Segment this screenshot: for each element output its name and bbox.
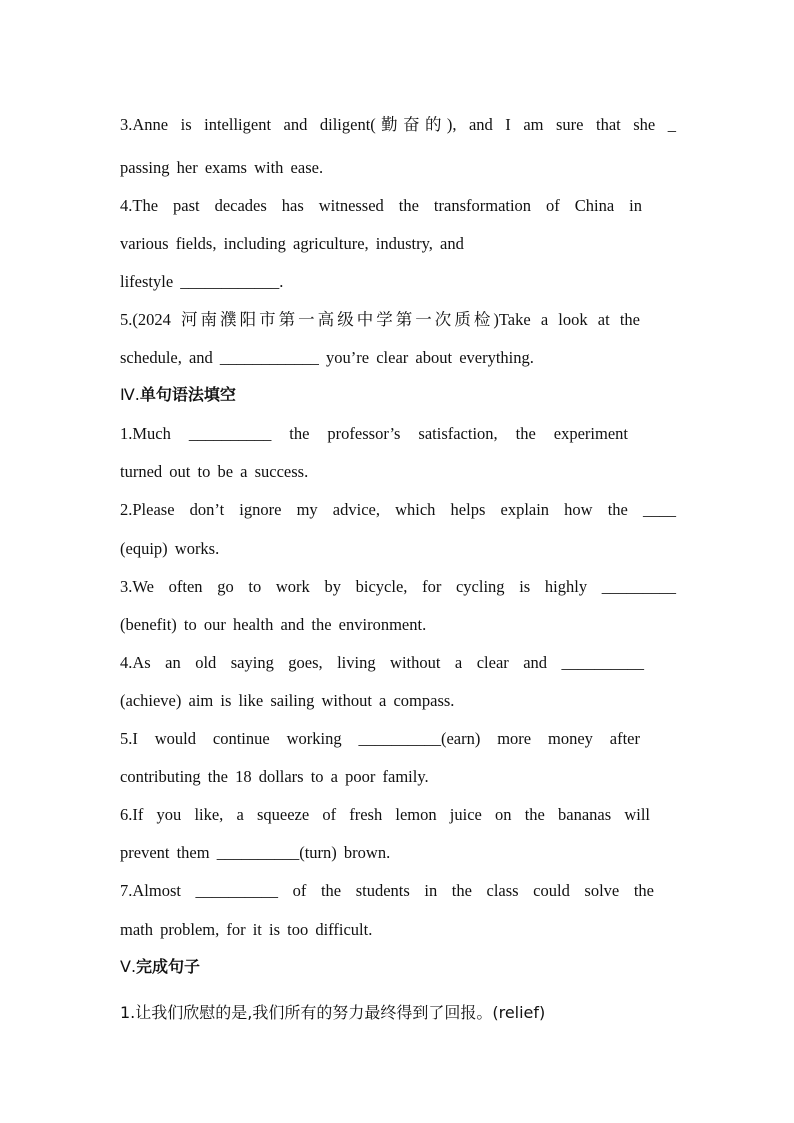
s4-item7-line1: 7.Almost __________ of the students in the class could solve the: [120, 881, 654, 900]
s4-item2-line1: 2.Please don’t ignore my advice, which helps explain how the ____: [120, 500, 676, 519]
s4-item6-line2: prevent them __________(turn) brown.: [120, 843, 391, 862]
s4-item4-line2: (achieve) aim is like sailing without a compass.: [120, 691, 455, 710]
s3-item3-line1: 3.Anne is intelligent and diligent(勤奋的), and I am sure that she _: [120, 115, 676, 134]
s4-item5-line2: contributing the 18 dollars to a poor family.: [120, 767, 429, 786]
s4-item3-line2: (benefit) to our health and the environment.: [120, 615, 427, 634]
s4-item3-line1: 3.We often go to work by bicycle, for cycling is highly _________: [120, 577, 676, 596]
section5-heading: [120, 956, 676, 978]
section5-heading-num: Ⅴ.: [120, 957, 137, 976]
s4-item5-line1: 5.I would continue working __________(earn) more money after: [120, 729, 640, 748]
s3-item5-line1: 5.(2024 河南濮阳市第一高级中学第一次质检)Take a look at the: [120, 310, 640, 329]
s3-item3-line2: passing her exams with ease.: [120, 158, 324, 177]
section5-heading-text: 完成句子: [136, 957, 201, 976]
s3-item4-line2: various fields, including agriculture, industry, and: [120, 234, 464, 253]
s5-item1-line1: 1.让我们欣慰的是,我们所有的努力最终得到了回报。(relief): [120, 1003, 546, 1022]
s4-item7-line2: math problem, for it is too difficult.: [120, 920, 373, 939]
s4-item1-line1: 1.Much __________ the professor’s satisfaction, the experiment: [120, 424, 628, 443]
section4-heading-text: 单句语法填空: [139, 385, 236, 404]
s3-item4-line3: lifestyle ____________.: [120, 272, 284, 291]
s3-item4-line1: 4.The past decades has witnessed the transformation of China in: [120, 196, 642, 215]
section4-heading-num: Ⅳ.: [120, 385, 140, 404]
s4-item2-line2: (equip) works.: [120, 539, 220, 558]
s4-item4-line1: 4.As an old saying goes, living without a clear and __________: [120, 653, 644, 672]
section4-heading: [120, 384, 676, 406]
s3-item5-line2: schedule, and ____________ you’re clear about everything.: [120, 348, 534, 367]
s4-item1-line2: turned out to be a success.: [120, 462, 309, 481]
s4-item6-line1: 6.If you like, a squeeze of fresh lemon juice on the bananas will: [120, 805, 650, 824]
